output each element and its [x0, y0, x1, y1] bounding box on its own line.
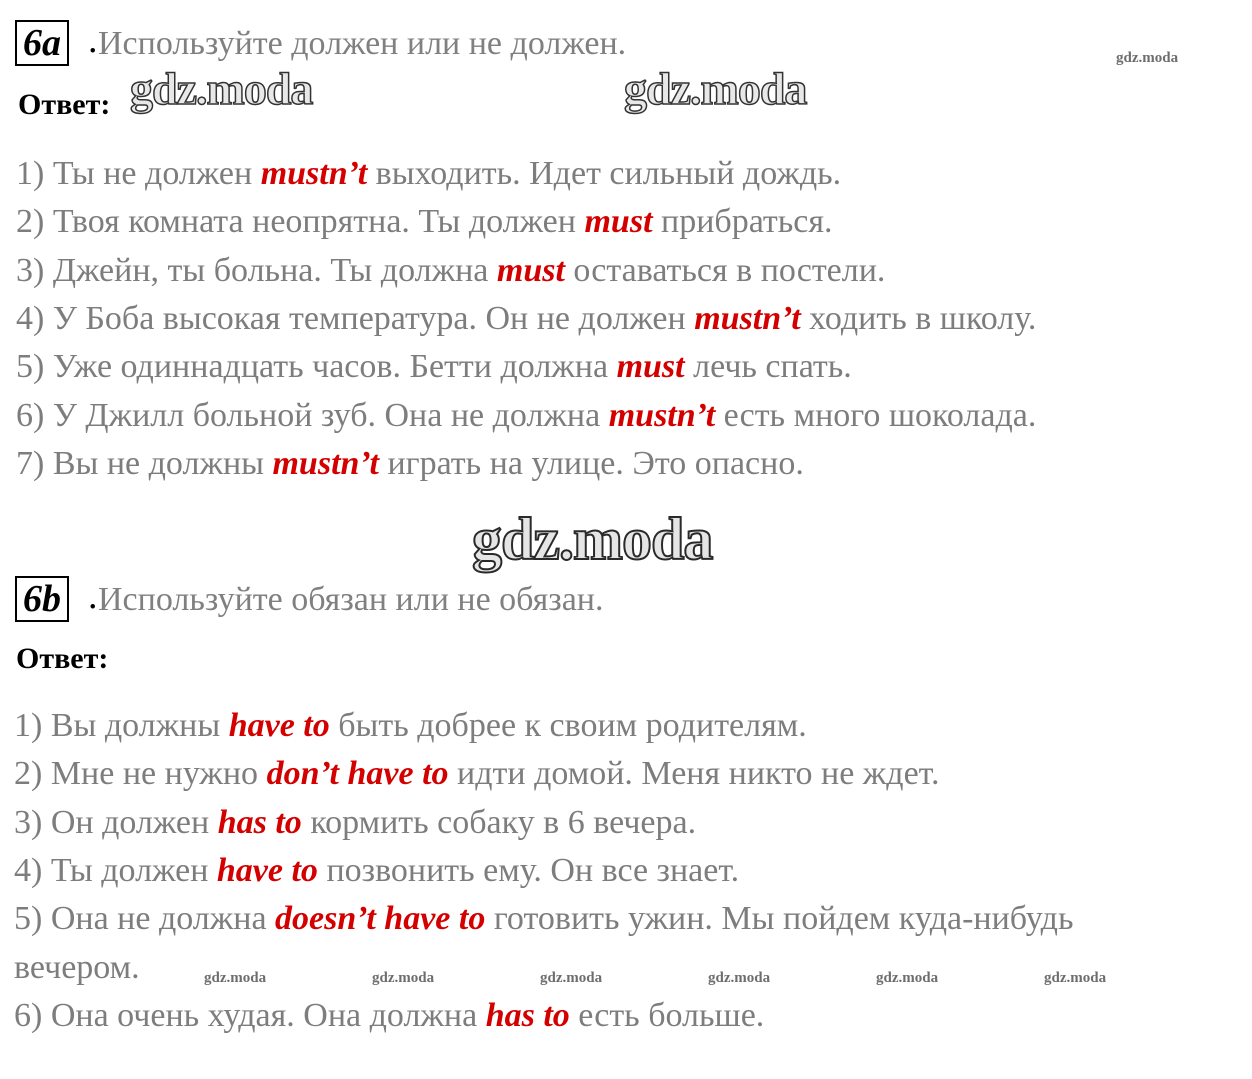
watermark-huge: gdz.moda [472, 506, 713, 572]
answer-line [14, 851, 739, 891]
watermark-small: gdz.moda [540, 970, 603, 986]
sentence-text: вечером. [14, 948, 140, 986]
sentence-text: 1) Ты не должен [16, 155, 261, 192]
watermark-small: gdz.moda [1044, 970, 1107, 986]
answer-line [14, 948, 140, 988]
answer-line [16, 154, 841, 194]
watermark-small: gdz.moda [1116, 50, 1179, 66]
sentence-text: быть добрее к своим родителям. [329, 707, 807, 744]
sentence-text: 3) Он должен [14, 803, 218, 841]
watermark-large: gdz.moda [624, 63, 807, 114]
sentence-text: 3) Джейн, ты больна. Ты должна [16, 251, 497, 289]
answer-word: must [584, 203, 653, 241]
sentence-text: 4) У Боба высокая температура. Он не должен [16, 299, 695, 337]
answer-word: doesn’t have to [275, 900, 486, 938]
answer-label-6b: Ответ: [16, 642, 109, 675]
sentence-text: 7) Вы не должны [16, 444, 273, 482]
task-number-6a: 6a [15, 20, 69, 66]
answer-line [16, 396, 1036, 436]
sentence-text: 6) У Джилл больной зуб. Она не должна [16, 396, 609, 434]
sentence-text: 5) Уже одиннадцать часов. Бетти должна [16, 348, 617, 386]
task-number-dot: . [88, 575, 98, 617]
sentence-text: позвонить ему. Он все знает. [317, 851, 740, 889]
sentence-text: кормить собаку в 6 вечера. [301, 803, 697, 841]
sentence-text: 1) Вы должны [14, 707, 229, 744]
task-instruction-6a: Используйте должен или не должен. [98, 25, 627, 62]
answer-line [14, 899, 1073, 939]
answer-label-6a: Ответ: [18, 88, 111, 121]
answer-word: must [496, 251, 565, 289]
sentence-text: играть на улице. Это опасно. [378, 444, 804, 482]
sentence-text: 2) Твоя комната неопрятна. Ты должен [16, 203, 585, 241]
answer-word: have to [228, 707, 330, 744]
watermark-small: gdz.moda [204, 970, 267, 986]
sentence-text: идти домой. Меня никто не ждет. [448, 755, 940, 793]
answer-line [16, 299, 1036, 339]
task-instruction-6b: Используйте обязан или не обязан. [98, 581, 604, 618]
sentence-text: 4) Ты должен [14, 851, 217, 889]
sentence-text: оставаться в постели. [564, 251, 886, 289]
sentence-text: 6) Она очень худая. Она должна [14, 996, 486, 1034]
answer-word: must [616, 348, 685, 386]
watermark-small: gdz.moda [708, 970, 771, 986]
sentence-text: ходить в школу. [800, 299, 1037, 337]
sentence-text: готовить ужин. Мы пойдем куда-нибудь [485, 900, 1074, 938]
answer-word: has to [217, 803, 302, 841]
answer-word: mustn’t [608, 396, 716, 434]
answer-line [14, 706, 807, 746]
watermark-small: gdz.moda [876, 970, 939, 986]
sentence-text: прибраться. [652, 203, 833, 241]
sentence-text: есть много шоколада. [715, 396, 1037, 434]
sentence-text: 2) Мне не нужно [14, 755, 267, 793]
task-number-6b: 6b [15, 576, 69, 622]
sentence-text: 5) Она не должна [14, 900, 276, 938]
sentence-text: лечь спать. [684, 348, 852, 386]
watermark-large: gdz.moda [130, 63, 313, 114]
answer-word: don’t have to [266, 755, 449, 793]
answer-line [16, 347, 852, 387]
answer-word: mustn’t [272, 444, 379, 482]
answer-line [16, 202, 833, 242]
watermark-small: gdz.moda [372, 970, 435, 986]
answer-word: has to [485, 996, 570, 1034]
task-number-dot: . [88, 19, 98, 61]
answer-line [14, 996, 764, 1036]
answer-line [14, 754, 939, 794]
sentence-text: выходить. Идет сильный дождь. [367, 155, 842, 192]
sentence-text: есть больше. [569, 996, 765, 1034]
answer-word: mustn’t [694, 299, 801, 337]
answer-line [16, 444, 804, 484]
answer-word: mustn’t [260, 155, 368, 192]
answer-word: have to [216, 851, 318, 889]
answer-line [16, 251, 885, 291]
answer-line [14, 803, 696, 843]
